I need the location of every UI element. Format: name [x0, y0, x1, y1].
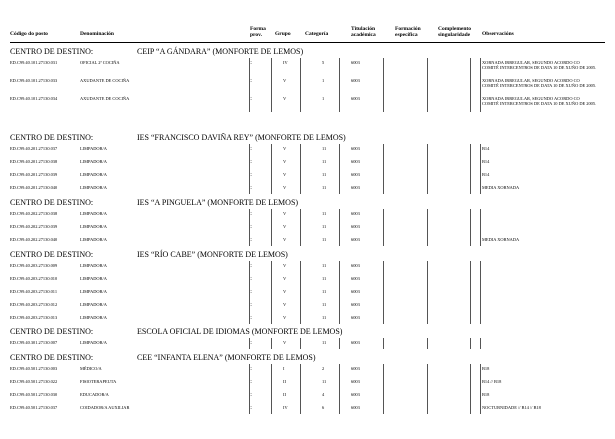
column-rule	[480, 338, 481, 349]
cell-cat: 6	[322, 405, 325, 410]
cell-forma: C	[249, 366, 252, 371]
cell-obs: MEDIA XORNADA	[482, 237, 520, 242]
table-row	[10, 276, 605, 289]
header-forma: Forma prov.	[250, 26, 266, 38]
column-rule	[300, 338, 301, 349]
column-rule	[339, 58, 340, 112]
cell-den: COIDADOR/A AUXILIAR	[80, 405, 130, 410]
column-rule	[271, 209, 272, 246]
column-rule	[427, 209, 428, 246]
cell-tit: 6003	[351, 78, 360, 83]
cell-forma: C	[249, 60, 252, 65]
cell-grupo: V	[283, 263, 287, 268]
column-rule	[480, 364, 481, 414]
cell-grupo: V	[283, 302, 287, 307]
cell-cat: 11	[322, 172, 327, 177]
section-centre-name: IES “RÍO CABE” (MONFORTE DE LEMOS)	[137, 250, 288, 259]
column-rule	[300, 144, 301, 194]
cell-grupo: V	[283, 211, 287, 216]
cell-code: ED.C99.40.202.27130.038	[10, 211, 58, 216]
column-rule	[470, 58, 471, 112]
cell-den: EDUCADOR/A	[80, 392, 109, 397]
section-centre-name: IES “A PINGUELA” (MONFORTE DE LEMOS)	[137, 198, 299, 207]
cell-cat: 5	[322, 60, 325, 65]
cell-grupo: V	[283, 237, 287, 242]
column-rule	[339, 261, 340, 324]
cell-code: ED.C99.40.101.27130.034	[10, 96, 58, 101]
cell-grupo: V	[283, 78, 287, 83]
column-rule	[470, 209, 471, 246]
cell-code: ED.C99.40.501.27130.030	[10, 392, 58, 397]
cell-cat: 11	[322, 224, 327, 229]
column-rule	[383, 144, 384, 194]
cell-den: LIMPADOR/A	[80, 340, 107, 345]
column-rule	[480, 144, 481, 194]
cell-cat: 2	[322, 366, 325, 371]
header-observacions: Observacións	[482, 31, 514, 37]
header-formacion: Formación específica	[395, 26, 421, 38]
cell-cat: 1	[322, 78, 325, 83]
cell-grupo: V	[283, 315, 287, 320]
cell-tit: 6003	[351, 405, 360, 410]
column-rule	[300, 261, 301, 324]
cell-forma: C	[249, 340, 252, 345]
cell-cat: 11	[322, 315, 327, 320]
cell-obs: B18	[482, 366, 490, 371]
cell-code: ED.C99.40.301.27130.007	[10, 340, 58, 345]
cell-tit: 6003	[351, 276, 360, 281]
column-rule	[383, 58, 384, 112]
cell-forma: C	[249, 315, 252, 320]
table-row	[10, 263, 605, 276]
cell-den: LIMPADOR/A	[80, 185, 107, 190]
column-rule	[339, 209, 340, 246]
cell-obs: B14 // B18	[482, 379, 502, 384]
cell-den: AXUDANTE DE COCIÑA	[80, 78, 130, 83]
cell-forma: C	[249, 405, 252, 410]
section-centre-name: CEIP “A GÁNDARA” (MONFORTE DE LEMOS)	[137, 47, 304, 56]
cell-forma: C	[249, 263, 252, 268]
cell-tit: 6003	[351, 60, 360, 65]
column-rule	[271, 144, 272, 194]
header-grupo: Grupo	[275, 31, 291, 37]
table-row	[10, 302, 605, 315]
cell-code: ED.C99.40.501.27130.003	[10, 366, 58, 371]
table-row	[10, 340, 605, 353]
column-rule	[300, 209, 301, 246]
cell-code: ED.C99.40.201.27130.037	[10, 146, 58, 151]
cell-obs: XORNADA IRREGULAR, SEGUNDO ACORDO CO COMITÉ INTERCENTROS DE DATA 10 DE XUÑO DE 2005.	[482, 78, 597, 88]
cell-grupo: II	[283, 392, 286, 397]
cell-grupo: V	[283, 172, 287, 177]
cell-cat: 11	[322, 276, 327, 281]
cell-den: LIMPADOR/A	[80, 276, 107, 281]
cell-code: ED.C99.40.101.27130.033	[10, 78, 58, 83]
cell-forma: C	[249, 146, 252, 151]
cell-cat: 11	[322, 289, 327, 294]
cell-grupo: I	[283, 366, 285, 371]
column-rule	[339, 364, 340, 414]
cell-den: FISIOTERAPEUTA	[80, 379, 117, 384]
cell-cat: 11	[322, 263, 327, 268]
column-rule	[470, 338, 471, 349]
cell-tit: 6003	[351, 172, 360, 177]
cell-den: LIMPADOR/A	[80, 159, 107, 164]
column-rule	[339, 144, 340, 194]
cell-forma: C	[249, 185, 252, 190]
header-complemento: Complemento singularidade	[438, 26, 471, 38]
table-row	[10, 78, 605, 91]
cell-forma: C	[249, 172, 252, 177]
cell-tit: 6003	[351, 392, 360, 397]
column-rule	[249, 338, 250, 349]
column-rule	[300, 364, 301, 414]
cell-code: ED.C99.40.202.27130.039	[10, 224, 58, 229]
cell-obs: B18	[482, 392, 490, 397]
cell-tit: 6003	[351, 96, 360, 101]
cell-tit: 6003	[351, 302, 360, 307]
cell-forma: C	[249, 302, 252, 307]
cell-obs: B14	[482, 172, 490, 177]
column-rule	[249, 144, 250, 194]
cell-grupo: II	[283, 379, 286, 384]
cell-den: LIMPADOR/A	[80, 263, 107, 268]
cell-grupo: IV	[283, 405, 288, 410]
cell-den: LIMPADOR/A	[80, 315, 107, 320]
cell-den: LIMPADOR/A	[80, 302, 107, 307]
cell-forma: C	[249, 78, 252, 83]
column-rule	[249, 58, 250, 112]
section-centre-name: ESCOLA OFICIAL DE IDIOMAS (MONFORTE DE LEMOS)	[137, 327, 343, 336]
header-codigo: Código do posto	[10, 31, 48, 37]
column-rule	[271, 338, 272, 349]
cell-code: ED.C99.40.201.27130.040	[10, 185, 58, 190]
cell-tit: 6003	[351, 146, 360, 151]
table-row	[10, 172, 605, 185]
section-label: CENTRO DE DESTINO:	[10, 353, 94, 362]
column-rule	[470, 144, 471, 194]
cell-code: ED.C99.40.203.27130.013	[10, 315, 58, 320]
cell-code: ED.C99.40.501.27130.022	[10, 379, 58, 384]
cell-tit: 6003	[351, 340, 360, 345]
column-rule	[383, 364, 384, 414]
column-rule	[271, 261, 272, 324]
cell-den: LIMPADOR/A	[80, 289, 107, 294]
cell-cat: 4	[322, 392, 325, 397]
cell-grupo: V	[283, 96, 287, 101]
cell-tit: 6003	[351, 224, 360, 229]
cell-tit: 6003	[351, 159, 360, 164]
cell-grupo: IV	[283, 60, 288, 65]
column-rule	[427, 338, 428, 349]
cell-grupo: V	[283, 159, 287, 164]
cell-tit: 6003	[351, 289, 360, 294]
cell-den: OFICIAL 2ª COCIÑA	[80, 60, 120, 65]
column-rule	[480, 209, 481, 246]
cell-tit: 6003	[351, 263, 360, 268]
cell-grupo: V	[283, 340, 287, 345]
cell-forma: C	[249, 96, 252, 101]
cell-obs: XORNADA IRREGULAR, SEGUNDO ACORDO CO COMITÉ INTERCENTROS DE DATA 10 DE XUÑO DE 2005.	[482, 96, 597, 106]
table-row	[10, 185, 605, 198]
section-centre-name: IES “FRANCISCO DAVIÑA REY” (MONFORTE DE LEMOS)	[137, 133, 346, 142]
section-label: CENTRO DE DESTINO:	[10, 133, 94, 142]
table-row	[10, 96, 605, 109]
table-row	[10, 211, 605, 224]
cell-cat: 11	[322, 379, 327, 384]
cell-tit: 6003	[351, 366, 360, 371]
cell-den: AXUDANTE DE COCIÑA	[80, 96, 130, 101]
section-centre-name: CEE “INFANTA ELENA” (MONFORTE DE LEMOS)	[137, 353, 316, 362]
column-rule	[271, 364, 272, 414]
cell-cat: 11	[322, 302, 327, 307]
cell-forma: C	[249, 289, 252, 294]
column-rule	[300, 58, 301, 112]
cell-den: LIMPADOR/A	[80, 237, 107, 242]
column-rule	[480, 261, 481, 324]
table-row	[10, 224, 605, 237]
cell-cat: 11	[322, 185, 327, 190]
cell-tit: 6003	[351, 237, 360, 242]
table-row	[10, 379, 605, 392]
cell-code: ED.C99.40.203.27130.011	[10, 289, 58, 294]
cell-forma: C	[249, 211, 252, 216]
cell-obs: XORNADA IRREGULAR, SEGUNDO ACORDO CO COMITÉ INTERCENTROS DE DATA 10 DE XUÑO DE 2005.	[482, 60, 597, 70]
cell-cat: 11	[322, 211, 327, 216]
cell-code: ED.C99.40.101.27130.031	[10, 60, 58, 65]
section-label: CENTRO DE DESTINO:	[10, 250, 94, 259]
cell-forma: C	[249, 276, 252, 281]
column-rule	[249, 261, 250, 324]
cell-obs: B14	[482, 159, 490, 164]
cell-den: LIMPADOR/A	[80, 146, 107, 151]
column-rule	[339, 338, 340, 349]
cell-cat: 11	[322, 146, 327, 151]
cell-grupo: V	[283, 289, 287, 294]
column-rule	[427, 58, 428, 112]
header-categoria: Categoría	[305, 31, 329, 37]
table-row	[10, 146, 605, 159]
cell-den: LIMPADOR/A	[80, 172, 107, 177]
table-row	[10, 366, 605, 379]
cell-cat: 11	[322, 340, 327, 345]
table-row	[10, 289, 605, 302]
column-rule	[470, 364, 471, 414]
cell-code: ED.C99.40.203.27130.009	[10, 263, 58, 268]
cell-code: ED.C99.40.203.27130.012	[10, 302, 58, 307]
header-titulacion: Titulación académica	[351, 26, 376, 38]
column-rule	[249, 209, 250, 246]
column-rule	[480, 58, 481, 112]
cell-code: ED.C99.40.201.27130.038	[10, 159, 58, 164]
cell-grupo: V	[283, 276, 287, 281]
table-row	[10, 60, 605, 73]
cell-forma: C	[249, 392, 252, 397]
table-row	[10, 405, 605, 418]
cell-code: ED.C99.40.202.27130.040	[10, 237, 58, 242]
cell-den: LIMPADOR/A	[80, 224, 107, 229]
column-rule	[383, 338, 384, 349]
cell-obs: B14	[482, 146, 490, 151]
table-row	[10, 159, 605, 172]
cell-grupo: V	[283, 146, 287, 151]
section-label: CENTRO DE DESTINO:	[10, 198, 94, 207]
section-label: CENTRO DE DESTINO:	[10, 327, 94, 336]
column-rule	[470, 261, 471, 324]
cell-grupo: V	[283, 185, 287, 190]
cell-cat: 11	[322, 159, 327, 164]
column-rule	[249, 364, 250, 414]
cell-code: ED.C99.40.201.27130.039	[10, 172, 58, 177]
column-rule	[383, 261, 384, 324]
section-label: CENTRO DE DESTINO:	[10, 47, 94, 56]
column-rule	[427, 261, 428, 324]
cell-forma: C	[249, 379, 252, 384]
column-rule	[427, 364, 428, 414]
cell-grupo: V	[283, 224, 287, 229]
cell-tit: 6003	[351, 315, 360, 320]
cell-cat: 11	[322, 237, 327, 242]
cell-forma: C	[249, 224, 252, 229]
header-divider	[10, 42, 605, 43]
column-rule	[271, 58, 272, 112]
column-rule	[427, 144, 428, 194]
cell-code: ED.C99.40.501.27130.037	[10, 405, 58, 410]
cell-obs: MEDIA XORNADA	[482, 185, 520, 190]
cell-forma: C	[249, 159, 252, 164]
table-row	[10, 392, 605, 405]
cell-den: LIMPADOR/A	[80, 211, 107, 216]
cell-tit: 6003	[351, 185, 360, 190]
cell-forma: C	[249, 237, 252, 242]
table-row	[10, 237, 605, 250]
header-denominacion: Denominación	[80, 31, 114, 37]
cell-obs: NOCTURNIDADE // B14 // B18	[482, 405, 541, 410]
cell-cat: 1	[322, 96, 325, 101]
cell-tit: 6003	[351, 379, 360, 384]
cell-tit: 6003	[351, 211, 360, 216]
cell-den: MÉDICO/A	[80, 366, 102, 371]
cell-code: ED.C99.40.203.27130.010	[10, 276, 58, 281]
column-rule	[383, 209, 384, 246]
